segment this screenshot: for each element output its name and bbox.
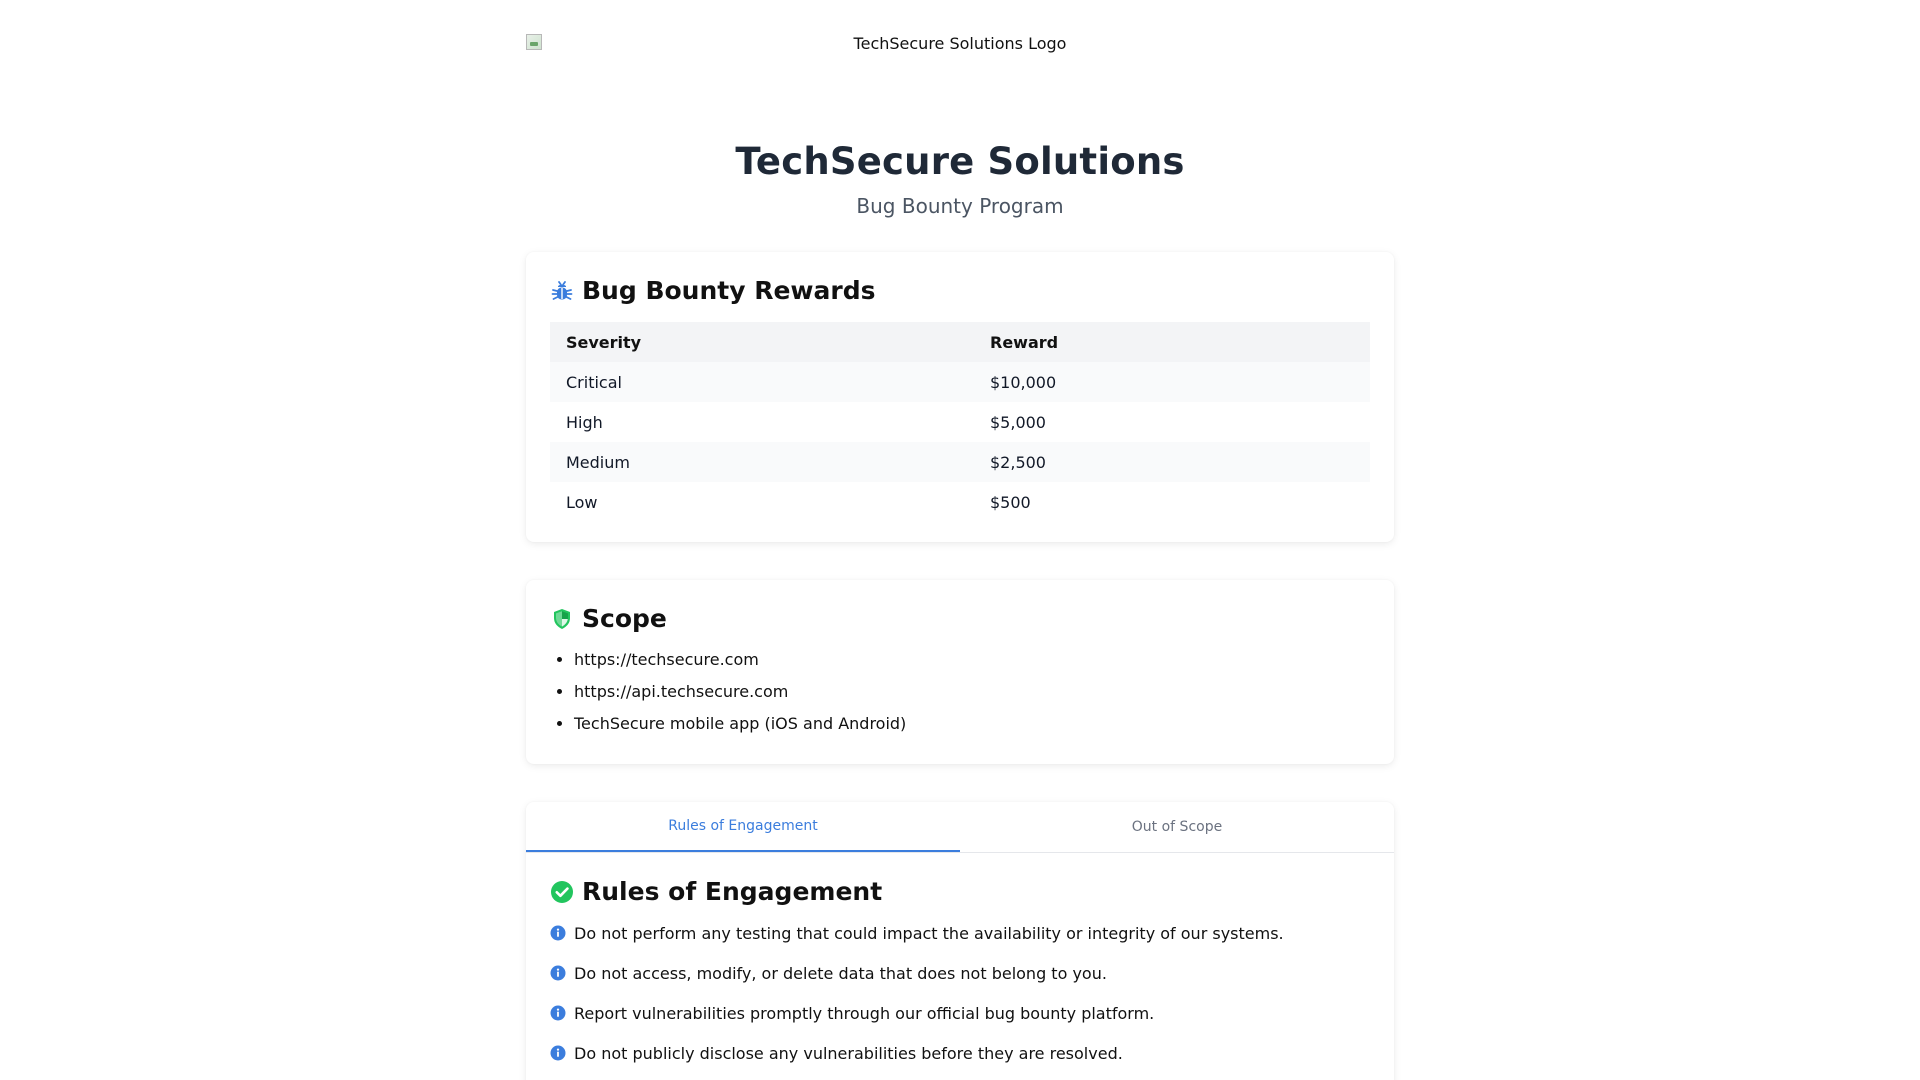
rule-item: [550, 1003, 1370, 1023]
scope-list: [550, 650, 1370, 734]
rules-panel: [526, 853, 1394, 1063]
column-header-reward: Reward: [974, 322, 1370, 362]
reward-cell: $10,000: [974, 362, 1370, 402]
rewards-title: Bug Bounty Rewards: [582, 276, 876, 305]
page-subtitle: Bug Bounty Program: [856, 194, 1064, 218]
page: [526, 0, 1394, 1080]
rewards-card: [526, 252, 1394, 542]
table-header-row: [550, 322, 1370, 362]
shield-icon: [550, 607, 574, 631]
tabs-card: [526, 802, 1394, 1080]
severity-cell: Low: [550, 482, 974, 522]
list-item: • https://techsecure.com: [574, 650, 1370, 670]
tab-out-of-scope[interactable]: Out of Scope: [1131, 819, 1223, 835]
rewards-heading: [550, 276, 1370, 306]
table-row: [550, 402, 1370, 442]
list-item: • https://api.techsecure.com: [574, 682, 1370, 702]
reward-cell: $5,000: [974, 402, 1370, 442]
logo-alt-text: TechSecure Solutions Logo: [853, 34, 1067, 53]
info-icon: [550, 965, 566, 981]
info-icon: [550, 1005, 566, 1021]
tab-bar: [526, 802, 1394, 853]
severity-cell: Medium: [550, 442, 974, 482]
rule-text: Do not perform any testing that could impact the availability or integrity of our systems.: [574, 923, 1284, 943]
rules-heading: [550, 877, 1370, 907]
scope-heading: [550, 604, 1370, 634]
scope-title: Scope: [582, 604, 667, 633]
table-row: [550, 442, 1370, 482]
rule-text: Do not publicly disclose any vulnerabilities before they are resolved.: [574, 1043, 1123, 1063]
severity-cell: High: [550, 402, 974, 442]
reward-cell: $500: [974, 482, 1370, 522]
logo: [526, 32, 1394, 54]
reward-cell: $2,500: [974, 442, 1370, 482]
table-row: [550, 362, 1370, 402]
tab-rules-of-engagement[interactable]: Rules of Engagement: [526, 802, 960, 852]
severity-cell: Critical: [550, 362, 974, 402]
info-icon: [550, 925, 566, 941]
page-title: TechSecure Solutions: [735, 140, 1185, 183]
list-item: • TechSecure mobile app (iOS and Android): [574, 714, 1370, 734]
rule-text: Do not access, modify, or delete data that does not belong to you.: [574, 963, 1107, 983]
rule-item: [550, 963, 1370, 983]
scope-card: [526, 580, 1394, 764]
hero: [526, 140, 1394, 218]
rule-item: [550, 923, 1370, 943]
check-circle-icon: [550, 880, 574, 904]
rules-title: Rules of Engagement: [582, 877, 883, 906]
column-header-severity: Severity: [550, 322, 974, 362]
rule-item: [550, 1043, 1370, 1063]
broken-image-icon: [526, 34, 542, 50]
rewards-table: [550, 322, 1370, 522]
info-icon: [550, 1045, 566, 1061]
table-row: [550, 482, 1370, 522]
rule-text: Report vulnerabilities promptly through our official bug bounty platform.: [574, 1003, 1155, 1023]
bug-icon: [550, 279, 574, 303]
